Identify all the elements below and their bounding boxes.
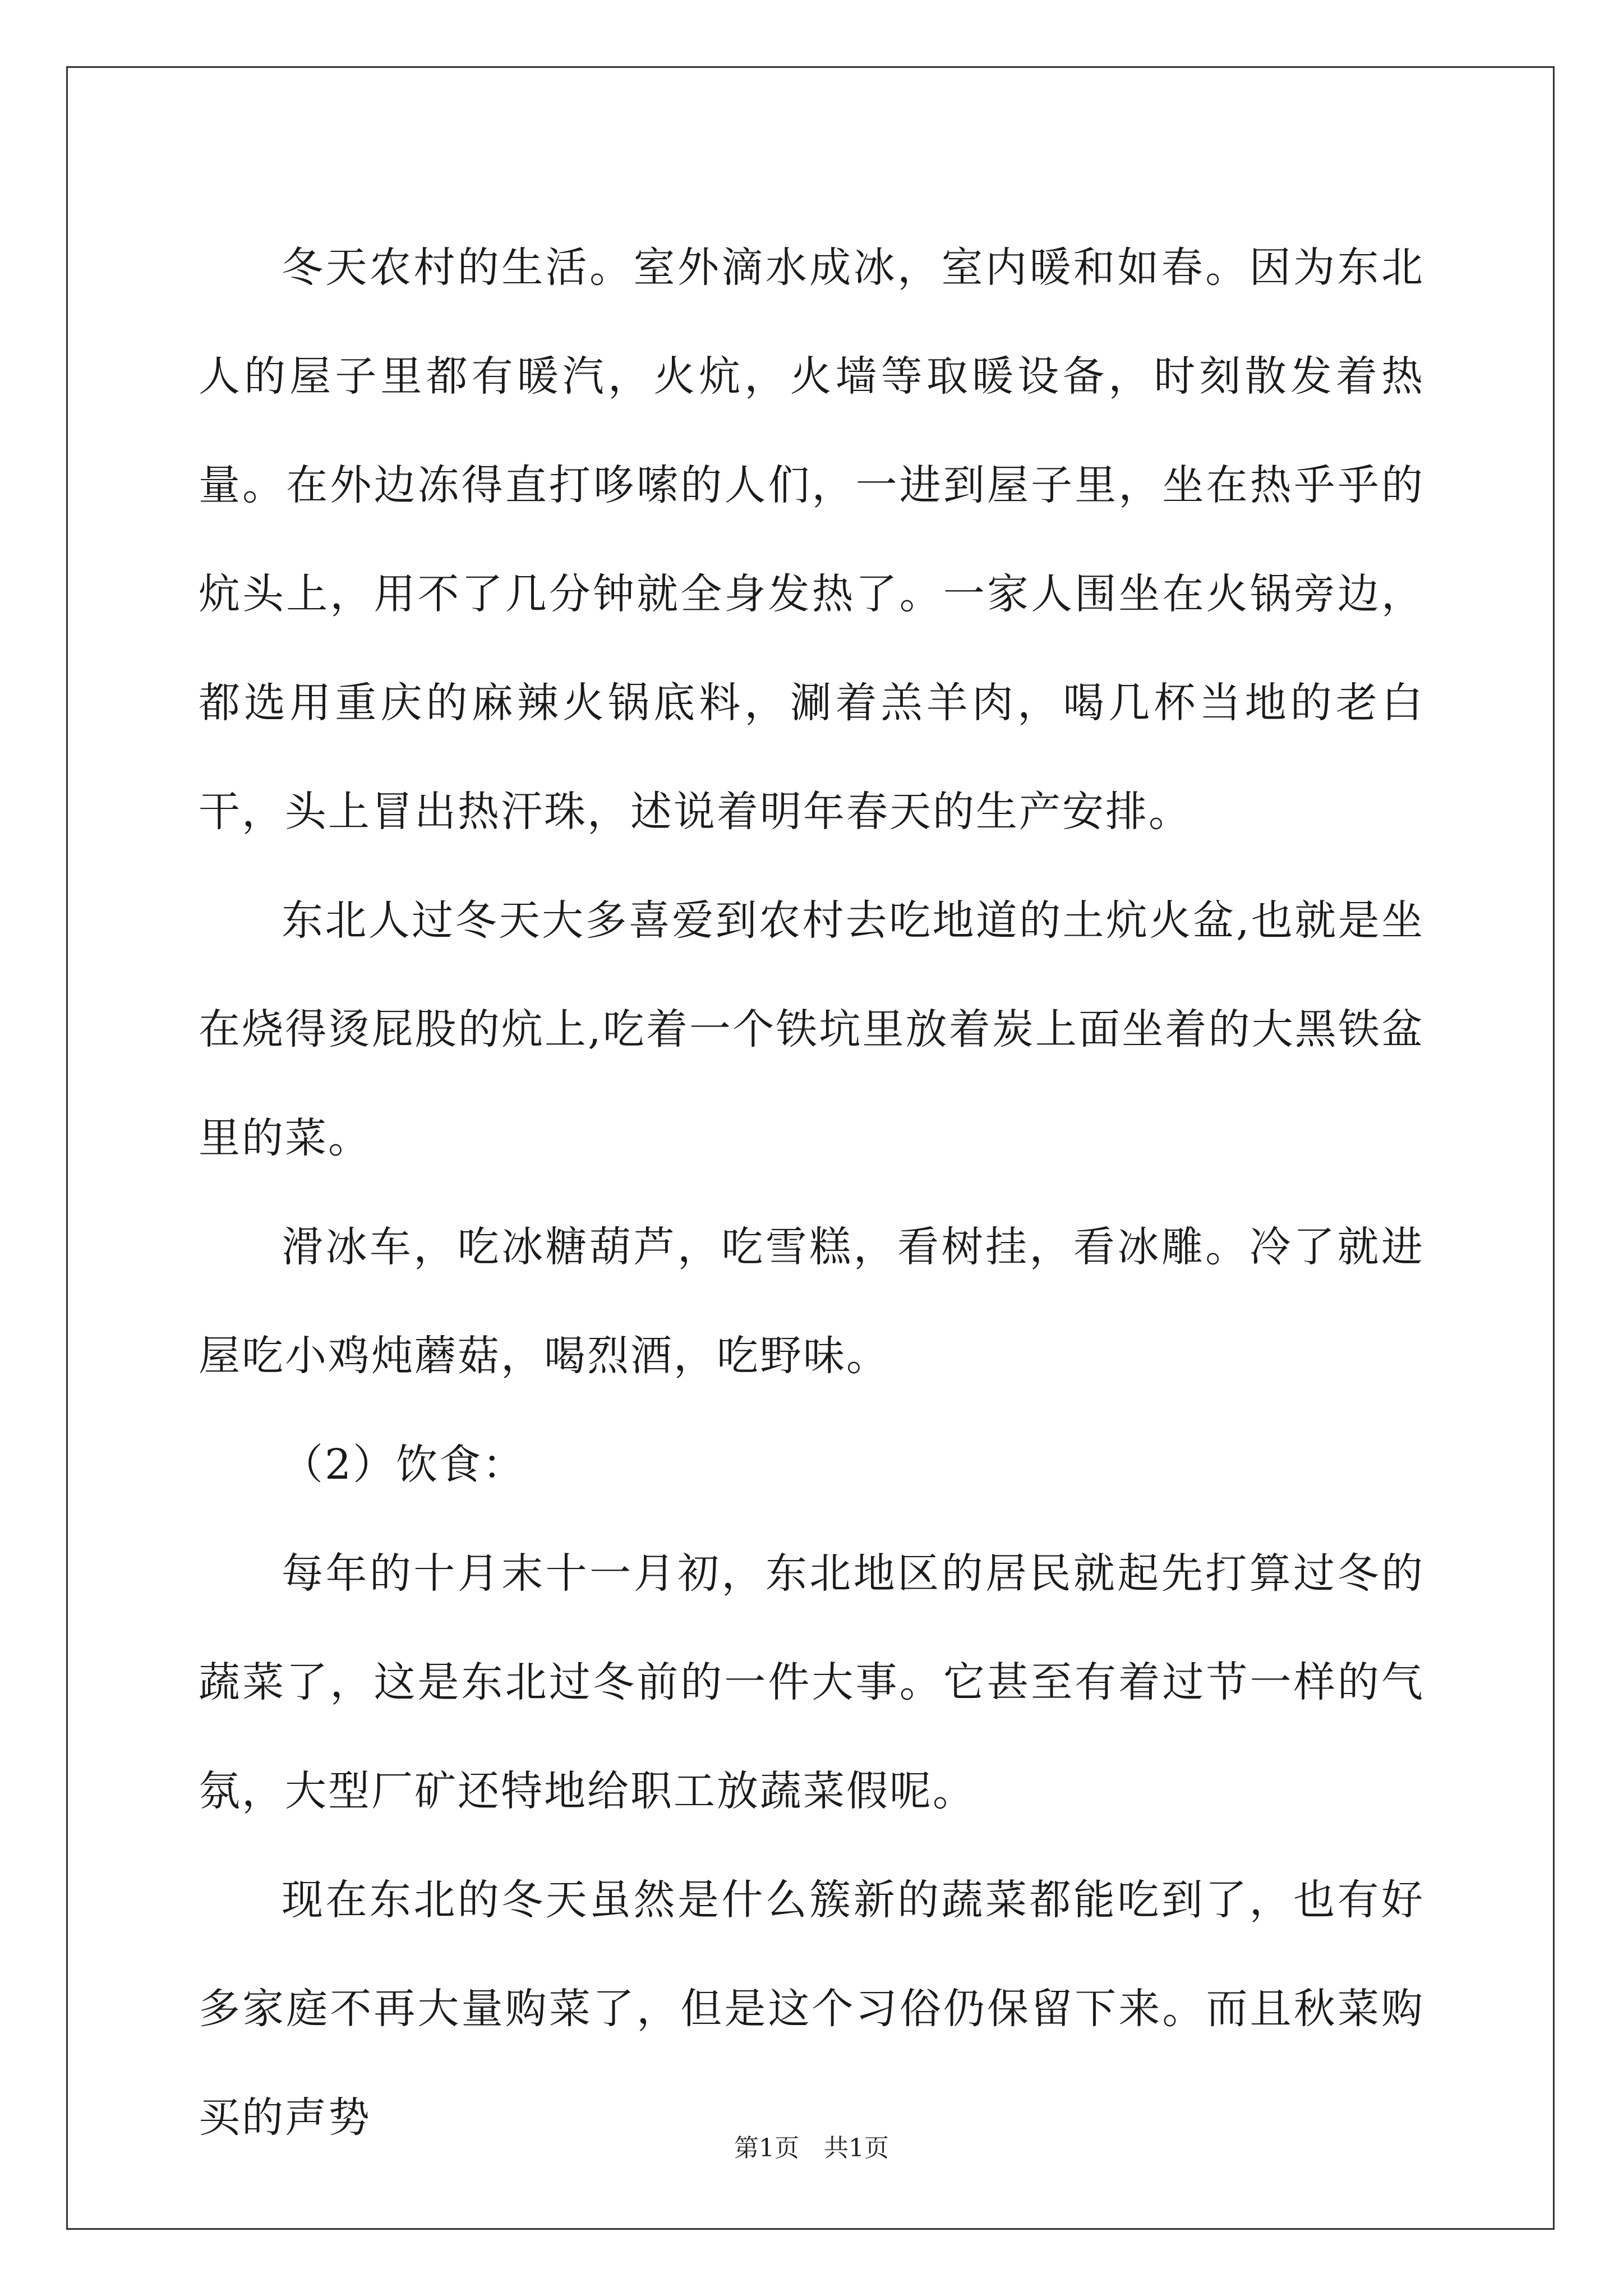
page-number-footer: 第1页 共1页 xyxy=(734,2134,889,2162)
document-body xyxy=(199,213,1424,2172)
paragraph-winter-vegetables: 每年的十月末十一月初，东北地区的居民就起先打算过冬的蔬菜了，这是东北过冬前的一件大事。它甚至有着过节一样的气氛，大型厂矿还特地给职工放蔬菜假呢。 xyxy=(199,1549,1424,1815)
paragraph-kang-fire-basin: 东北人过冬天大多喜爱到农村去吃地道的土炕火盆,也就是坐在烧得烫屁股的炕上,吃着一个铁坑里放着炭上面坐着的大黑铁盆里的菜。 xyxy=(199,896,1424,1162)
paragraph-custom-retained: 现在东北的冬天虽然是什么簇新的蔬菜都能吃到了，也有好多家庭不再大量购菜了，但是这个习俗仍保留下来。而且秋菜购买的声势 xyxy=(199,1876,1424,2142)
paragraph-winter-activities: 滑冰车，吃冰糖葫芦，吃雪糕，看树挂，看冰雕。冷了就进屋吃小鸡炖蘑菇，喝烈酒，吃野味。 xyxy=(199,1223,1424,1380)
paragraph-winter-village-life: 冬天农村的生活。室外滴水成冰，室内暖和如春。因为东北人的屋子里都有暖汽，火炕，火墙等取暖设备，时刻散发着热量。在外边冻得直打哆嗦的人们，一进到屋子里，坐在热乎乎的炕头上，用不了几分钟就全身发热了。一家人围坐在火锅旁边，都选用重庆的麻辣火锅底料，涮着羔羊肉，喝几杯当地的老白干，头上冒出热汗珠，述说着明年春天的生产安排。 xyxy=(199,243,1424,836)
section-heading-diet: （2）饮食： xyxy=(282,1441,526,1489)
